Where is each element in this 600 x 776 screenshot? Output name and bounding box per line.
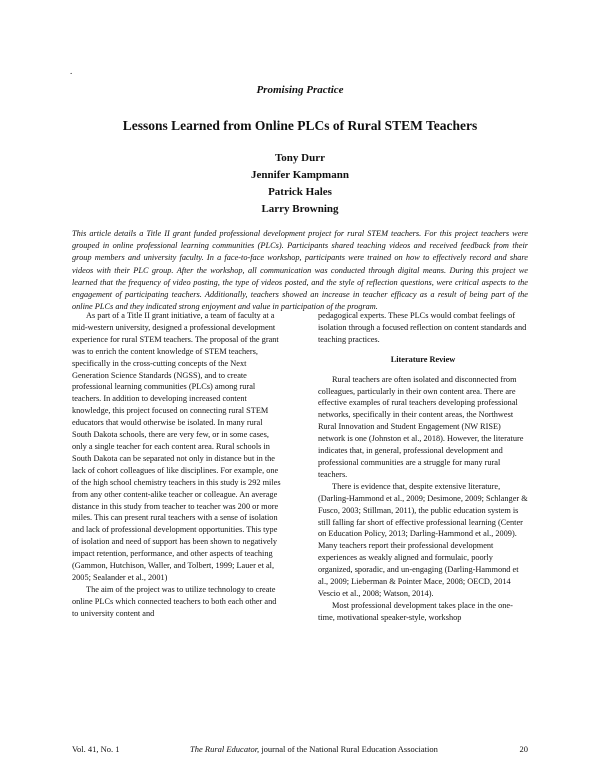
body-paragraph: The aim of the project was to utilize technology to create online PLCs which connected teachers to both each other and to university content and [72, 584, 277, 618]
section-label: Promising Practice [256, 84, 344, 96]
body-paragraph: There is evidence that, despite extensive literature, (Darling-Hammond et al., 2009; Desimone, 2009; Schlanger & Fusco, 2003; Stillman, 2011), the public education system is still falling far short of effective professional learning (Center on Education Policy, 2013; Darling-Hammond et al., 2009). Many teachers report their professional development experiences as weakly aligned and formulaic, poorly organized, sporadic, and un-engaging (Darling-Hammond et al., 2009; Lieberman & Pointer Mace, 2008; OECD, 2014 Vescio et al., 2008; Watson, 2014). [318, 481, 528, 598]
author-list [0, 150, 600, 218]
section-heading: Literature Review [390, 354, 456, 364]
body-paragraph: As part of a Title II grant initiative, a team of faculty at a mid-western university, designed a professional development experience for rural STEM teachers. The proposal of the grant was to enrich the content knowledge of STEM teachers, specifically in the cross-cutting concepts of the Next Generation Science Standards (NGSS), and to create professional learning communities (PLCs) among rural teachers. In addition to developing increased content knowledge, this project focused on connecting rural STEM educators that would otherwise be isolated. In many rural South Dakota schools, there are very few, or in some cases, only a single teacher for each content area. Rural schools in South Dakota can be separated not only in distance but in the lack of cohort colleagues of like disciplines. For example, one of the high school chemistry teachers in this study is 292 miles from any other content-alike teacher or colleague. An average distance in this study from teacher to teacher was 200 or more miles. This can present rural teachers with a sense of isolation and lack of professional development opportunities. This type of isolation and need of support has been shown to negatively impact retention, performance, and other aspects of teaching (Gammon, Hutchison, Waller, and Tolbert, 1999; Lauer et al, 2005; Sealander et al., 2001) [72, 311, 281, 582]
article-title: Lessons Learned from Online PLCs of Rural STEM Teachers [122, 118, 478, 133]
page-number: 20 [519, 744, 528, 754]
abstract: This article details a Title II grant funded professional development project for rural STEM teachers. For this project teachers were grouped in online professional learning communities (PLCs). Participants shared teaching videos and received feedback from their group members and university faculty. In a face-to-face workshop, participants were trained on how to effectively record and share videos with their PLC group. After the workshop, all communication was conducted through digital means. During this project we learned that the frequency of video posting, the type of videos posted, and the style of reflection questions, were critical aspects to the engagement of participating teachers. Additionally, teachers showed an increase in teacher efficacy as a result of being part of the online PLCs and they indicated strong enjoyment and value in participation of the program. [72, 229, 528, 312]
stray-mark: . [70, 66, 73, 76]
footer-journal-rest: journal of the National Rural Education Association [259, 744, 438, 754]
right-column [318, 310, 528, 624]
body-paragraph: Rural teachers are often isolated and disconnected from colleagues, particularly in their own content area. There are effective examples of rural teachers developing professional networks, specifically in their content areas, the Northwest Rural Innovation and Student Engagement (NW RISE) network is one (Johnston et al., 2018). However, the literature indicates that, in general, professional development and professional communities are a struggle for many rural teachers. [318, 374, 524, 479]
footer-volume: Vol. 41, No. 1 [72, 744, 120, 754]
left-column [72, 310, 282, 620]
author-name: Larry Browning [261, 203, 339, 215]
body-paragraph: Most professional development takes place in the one-time, motivational speaker-style, workshop [318, 600, 513, 622]
author-name: Jennifer Kampmann [251, 169, 349, 181]
footer-journal-title: The Rural Educator, [190, 744, 260, 754]
footer-journal [190, 744, 438, 754]
author-name: Patrick Hales [268, 186, 332, 198]
author-name: Tony Durr [274, 152, 326, 164]
body-paragraph: pedagogical experts. These PLCs would combat feelings of isolation through a focused reflection on content standards and teaching practices. [318, 311, 527, 344]
